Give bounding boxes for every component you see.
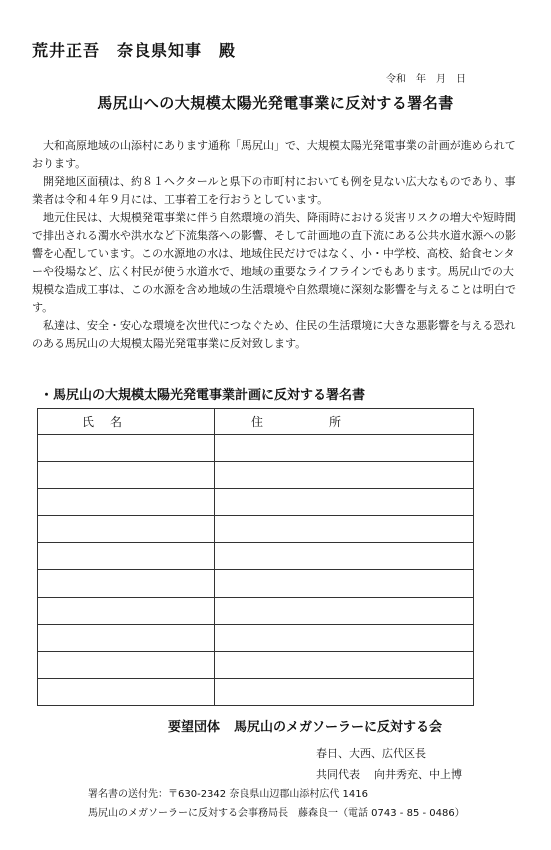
contact-info xyxy=(88,785,465,823)
address-cell[interactable] xyxy=(215,570,474,597)
signature-heading: ・馬尻山の大規模太陽光発電事業計画に反対する署名書 xyxy=(40,388,366,403)
address-cell[interactable] xyxy=(215,462,474,489)
address-cell[interactable] xyxy=(215,489,474,516)
paragraph: 大和高原地域の山添村にあります通称「馬尻山」で、大規模太陽光発電事業の計画が進められております。 xyxy=(32,139,516,170)
table-row[interactable] xyxy=(38,435,474,462)
table-row[interactable] xyxy=(38,516,474,543)
name-cell[interactable] xyxy=(38,543,215,570)
office-contact: 馬尻山のメガソーラーに反対する会事務局長 藤森良一（電話 0743 - 85 - 0486） xyxy=(88,808,465,819)
address-cell[interactable] xyxy=(215,678,474,705)
name-cell[interactable] xyxy=(38,678,215,705)
address-cell[interactable] xyxy=(215,435,474,462)
name-cell[interactable] xyxy=(38,516,215,543)
table-row[interactable] xyxy=(38,462,474,489)
signature-table xyxy=(37,408,474,706)
address-cell[interactable] xyxy=(215,597,474,624)
org-name: 馬尻山のメガソーラーに反対する会 xyxy=(234,720,443,735)
representatives xyxy=(316,743,462,785)
petition-body xyxy=(32,137,518,353)
name-cell[interactable] xyxy=(38,435,215,462)
paragraph: 私達は、安全・安心な環境を次世代につなぐため、住民の生活環境に大きな悪影響を与える恐れのある馬尻山の大規模太陽光発電事業に反対致します。 xyxy=(32,319,516,350)
paragraph: 地元住民は、大規模発電事業に伴う自然環境の消失、降雨時における災害リスクの増大や短時間で排出される濁水や洪水など下流集落への影響、そして計画地の直下流にある公共水道水源への影響を心配しています。この水源地の水は、地域住民だけではなく、小・中学校、高校、給食センターや役場など、広く村民が使う水道水で、地域の重要なライフラインでもあります。馬尻山での大規模な造成工事は、この水源を含め地域の生活環境や自然環境に深刻な影響を与えることは明白です。 xyxy=(32,211,516,314)
document-title: 馬尻山への大規模太陽光発電事業に反対する署名書 xyxy=(97,94,454,112)
table-row[interactable] xyxy=(38,597,474,624)
name-cell[interactable] xyxy=(38,570,215,597)
paragraph: 開発地区面積は、約８１ヘクタールと県下の市町村においても例を見ない広大なものであり、事業者は令和４年９月には、工事着工を行おうとしています。 xyxy=(32,175,516,206)
requesting-organization xyxy=(168,716,442,735)
rep-label: 共同代表 xyxy=(316,768,360,781)
address-column-header: 住所 xyxy=(215,409,474,435)
table-row[interactable] xyxy=(38,678,474,705)
name-cell[interactable] xyxy=(38,489,215,516)
table-header-row xyxy=(38,409,474,435)
address-cell[interactable] xyxy=(215,624,474,651)
co-representatives-line xyxy=(316,764,462,785)
address-cell[interactable] xyxy=(215,516,474,543)
date-line: 令和 年 月 日 xyxy=(386,74,466,85)
address-cell[interactable] xyxy=(215,543,474,570)
name-cell[interactable] xyxy=(38,624,215,651)
rep-names: 向井秀充、中上博 xyxy=(374,768,462,781)
table-row[interactable] xyxy=(38,543,474,570)
name-cell[interactable] xyxy=(38,462,215,489)
table-row[interactable] xyxy=(38,570,474,597)
members-line: 春日、大西、広代区長 xyxy=(316,747,426,760)
table-row[interactable] xyxy=(38,651,474,678)
table-row[interactable] xyxy=(38,624,474,651)
address-cell[interactable] xyxy=(215,651,474,678)
name-cell[interactable] xyxy=(38,597,215,624)
table-row[interactable] xyxy=(38,489,474,516)
addressee: 荒井正吾 奈良県知事 殿 xyxy=(32,41,237,60)
name-cell[interactable] xyxy=(38,651,215,678)
send-to-address: 署名書の送付先：〒630-2342 奈良県山辺郡山添村広代 1416 xyxy=(88,789,368,800)
org-label: 要望団体 xyxy=(168,720,221,735)
name-column-header: 氏名 xyxy=(38,409,215,435)
